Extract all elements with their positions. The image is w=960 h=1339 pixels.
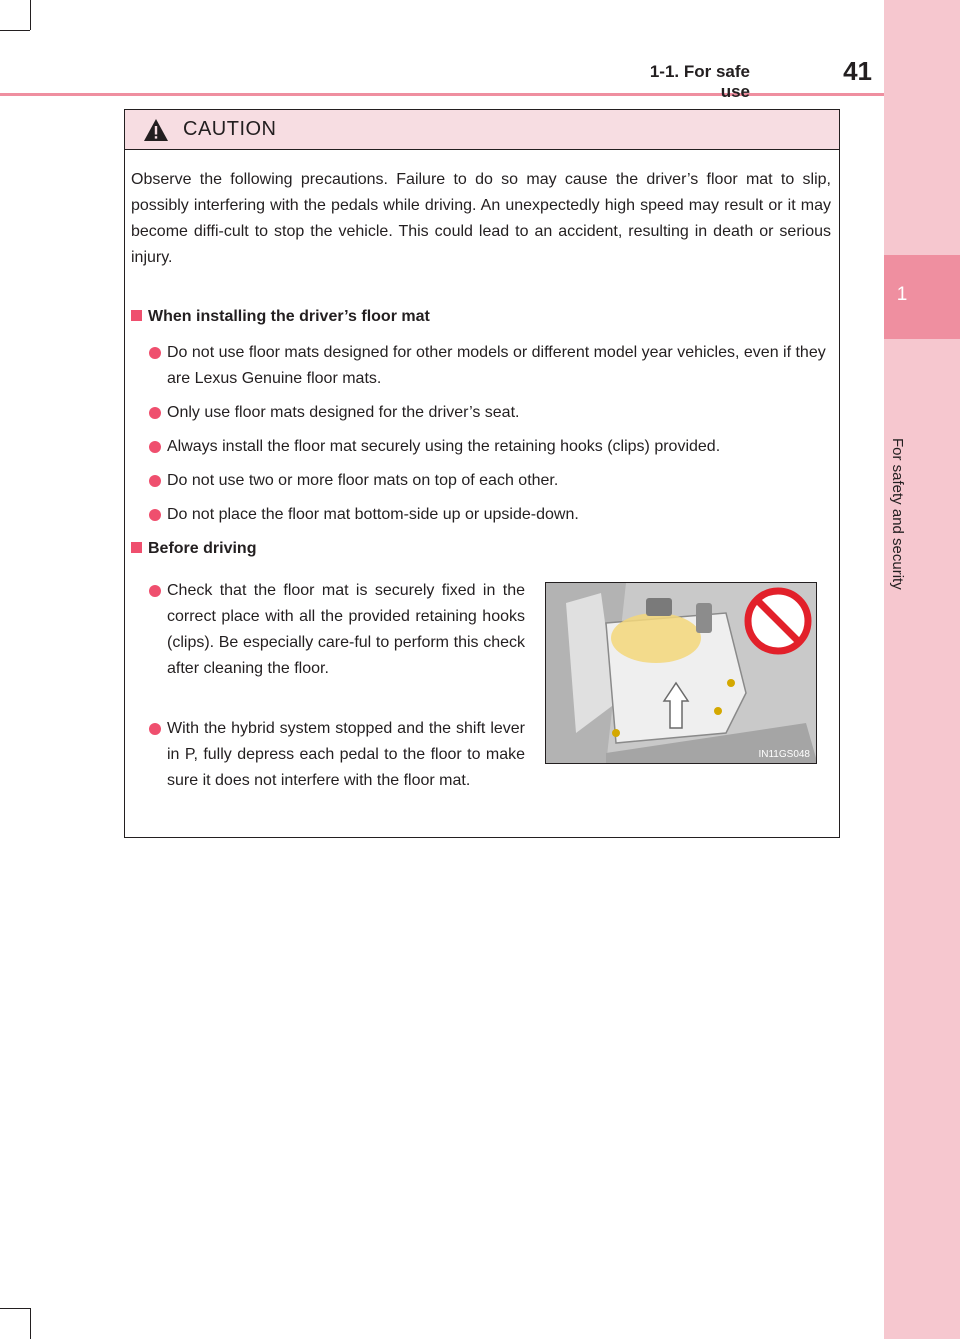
- crop-mark-bottom-left-h: [0, 1308, 30, 1309]
- warning-triangle-icon: [143, 118, 169, 142]
- chapter-number: 1: [896, 284, 908, 305]
- crop-mark-bottom-left-v: [30, 1308, 31, 1339]
- section-heading-installing: When installing the driver’s floor mat: [131, 304, 731, 330]
- bullet-dot-icon: [149, 723, 161, 735]
- caution-title: CAUTION: [183, 118, 277, 140]
- bullet-dot-icon: [149, 475, 161, 487]
- figure-code: IN11GS048: [758, 749, 810, 760]
- bullet-dot-icon: [149, 585, 161, 597]
- square-bullet-icon: [131, 542, 142, 553]
- caution-intro: Observe the following precautions. Failure to do so may cause the driver’s floor mat to slip, possibly interfering with the pedals while driving. An unexpectedly high speed may result or it may become diffi-cult to stop the vehicle. This could lead to an accident, resulting in death or serious injury.: [131, 171, 831, 266]
- crop-mark-top-left-v: [30, 0, 31, 30]
- floor-mat-illustration: [545, 582, 817, 764]
- header-rule: [0, 93, 884, 96]
- bullet-dot-icon: [149, 441, 161, 453]
- floor-mat-pedal-icon: [546, 583, 817, 764]
- side-tab-strip: [884, 0, 960, 1339]
- page-number: 41: [843, 56, 872, 86]
- section-title: 1-1. For safe use: [649, 62, 750, 101]
- bullet-dot-icon: [149, 509, 161, 521]
- square-bullet-icon: [131, 310, 142, 321]
- bullet-dot-icon: [149, 407, 161, 419]
- section-heading-before-driving: Before driving: [131, 536, 531, 562]
- caution-box: CAUTION Observe the following precautions. Failure to do so may cause the driver’s floor mat to slip, possibly interfering with the pedals while driving. An unexpectedly high speed may result or it may become diffi-cult to stop the vehicle. This could lead to an accident, resulting in death or serious injury. When installing the driver’s floor mat Do not use floor mats designed for other models or different model year vehicles, even if they are Lexus Genuine floor mats. Only use floor mats designed for the driver’s seat. Always install the floor mat securely using the retaining hooks (clips) provided. Do not use two or more floor mats on top of each other. Do not place the floor mat bottom-side up or upside-down. Before driving Check that the floor mat is securely fixed in the correct place with all the provided retaining hooks (clips). Be especially care-ful to perform this check after cleaning the floor. With the hybrid system stopped and the shift lever in P, fully depress each pedal to the floor to make sure it does not interfere with the floor mat. IN11GS048: [124, 109, 840, 838]
- crop-mark-top-left-h: [0, 30, 30, 31]
- caution-header: [125, 110, 839, 150]
- bullet-dot-icon: [149, 347, 161, 359]
- chapter-label: For safety and security: [889, 438, 906, 590]
